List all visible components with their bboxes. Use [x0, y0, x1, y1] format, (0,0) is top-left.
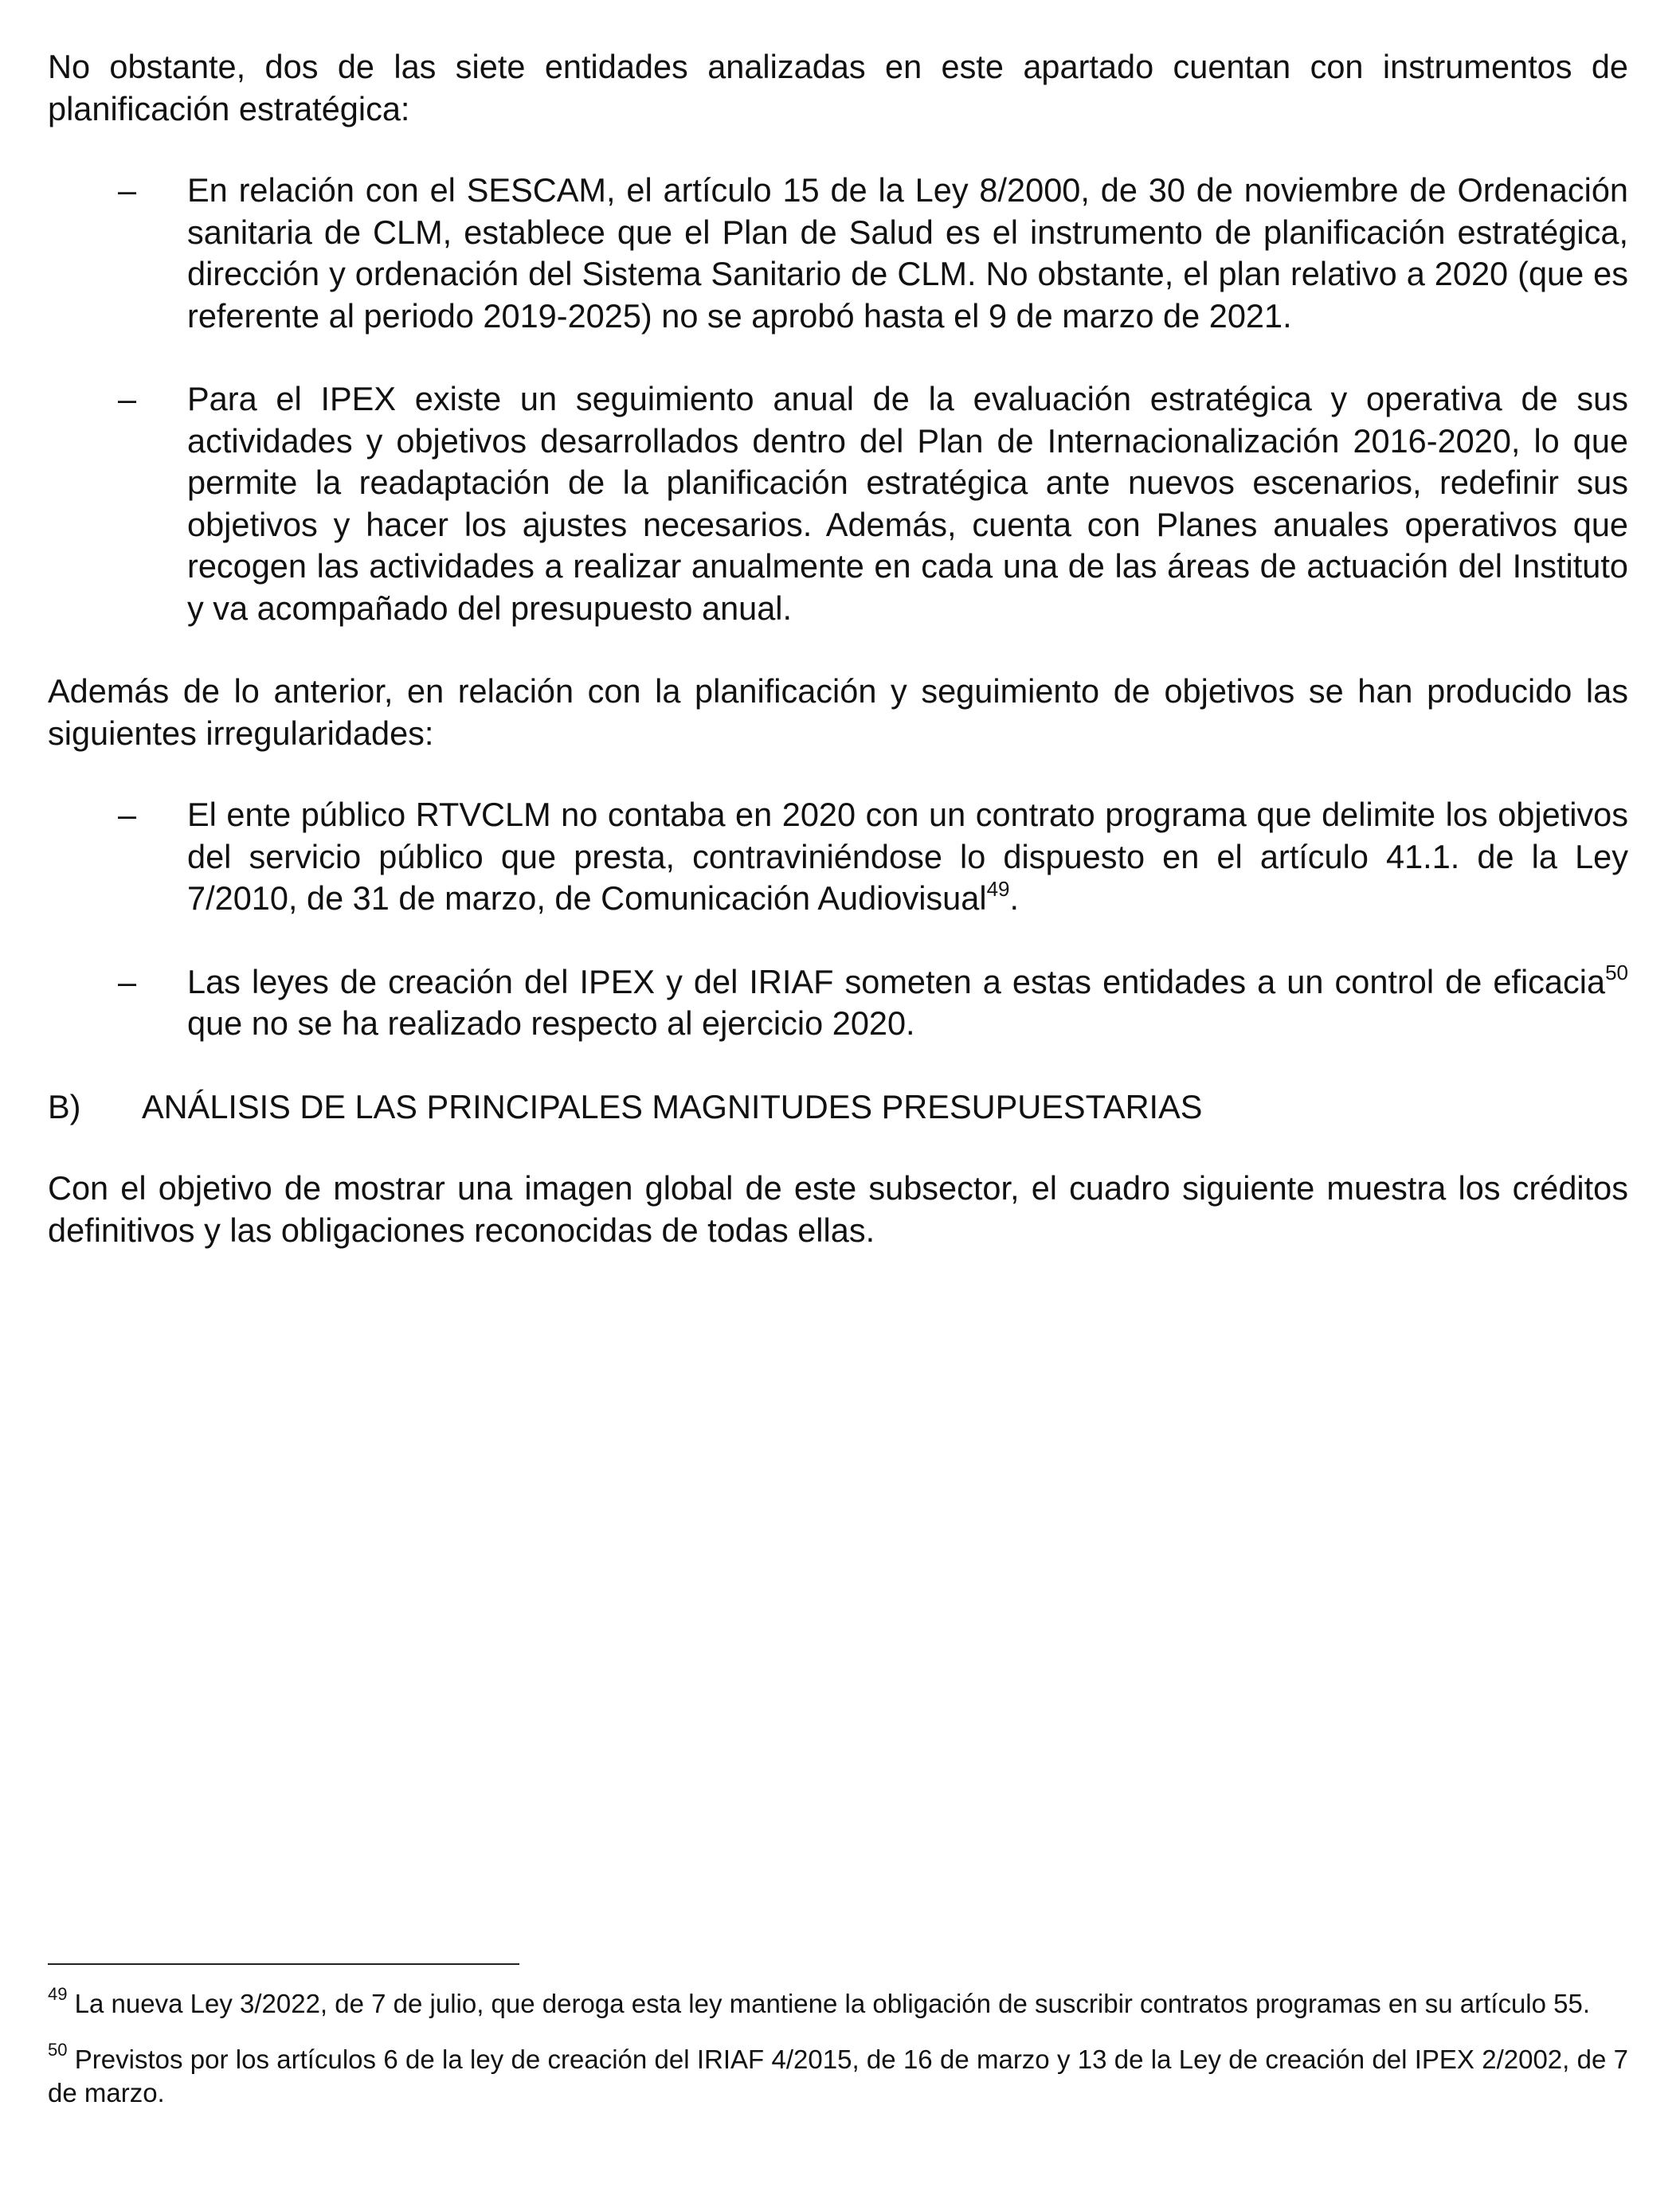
footnote-ref-50[interactable]: 50 [1605, 960, 1628, 984]
footnotes-section [48, 1963, 1628, 2132]
list-dash-marker: – [118, 796, 137, 833]
paragraph-intro: No obstante, dos de las siete entidades analizadas en este apartado cuentan con instrumentos de planificación estratégica: [48, 48, 1628, 127]
list-item-sescam [48, 170, 1628, 337]
footnote-number: 49 [48, 1984, 68, 2004]
list-item-text: El ente público RTVCLM no contaba en 2020 con un contrato programa que delimite los objetivos del servicio público que presta, contraviniéndose lo dispuesto en el artículo 41.1. de la Ley 7/2010, de 31 de marzo, de Comunicación Audiovisual [187, 796, 1628, 917]
list-item-text: Las leyes de creación del IPEX y del IRIAF someten a estas entidades a un control de eficacia [187, 962, 1606, 1000]
list-item-text: En relación con el SESCAM, el artículo 15 de la Ley 8/2000, de 30 de noviembre de Ordenación sanitaria de CLM, establece que el Plan de Salud es el instrumento de planificación estratégica, dirección y ordenación del Sistema Sanitario de CLM. No obstante, el plan relativo a 2020 (que es referente al periodo 2019-2025) no se aprobó hasta el 9 de marzo de 2021. [187, 171, 1628, 335]
footnote-50 [48, 2040, 1628, 2110]
section-heading-title: ANÁLISIS DE LAS PRINCIPALES MAGNITUDES PRESUPUESTARIAS [142, 1087, 1203, 1125]
footnote-ref-49[interactable]: 49 [986, 877, 1010, 902]
list-item-rtvclm [48, 794, 1628, 920]
footnote-text: La nueva Ley 3/2022, de 7 de julio, que deroga esta ley mantiene la obligación de suscribir contratos programas en su artículo 55. [67, 1989, 1591, 2018]
list-item-ipex [48, 378, 1628, 629]
paragraph-irregularities-intro: Además de lo anterior, en relación con la planificación y seguimiento de objetivos se han producido las siguientes irregularidades: [48, 672, 1628, 752]
document-page [48, 46, 1628, 1251]
list-item-text-tail: . [1009, 879, 1020, 917]
footnote-number: 50 [48, 2040, 68, 2060]
paragraph-table-intro: Con el objetivo de mostrar una imagen global de este subsector, el cuadro siguiente muestra los créditos definitivos y las obligaciones reconocidas de todas ellas. [48, 1169, 1628, 1249]
irregularities-list [48, 794, 1628, 1045]
footnote-text: Previstos por los artículos 6 de la ley de creación del IRIAF 4/2015, de 16 de marzo y 13 de la Ley de creación del IPEX 2/2002, de 7 de marzo. [48, 2045, 1628, 2107]
list-dash-marker: – [118, 380, 137, 417]
list-dash-marker: – [118, 171, 137, 209]
footnote-49 [48, 1984, 1628, 2021]
list-item-text: Para el IPEX existe un seguimiento anual de la evaluación estratégica y operativa de sus actividades y objetivos desarrollados dentro del Plan de Internacionalización 2016-2020, lo que permite la readaptación de la planificación estratégica ante nuevos escenarios, redefinir sus objetivos y hacer los ajustes necesarios. Además, cuenta con Planes anuales operativos que recogen las actividades a realizar anualmente en cada una de las áreas de actuación del Instituto y va acompañado del presupuesto anual. [187, 380, 1628, 627]
section-heading-letter: B) [48, 1087, 81, 1125]
list-dash-marker: – [118, 962, 137, 1000]
strategic-planning-list [48, 170, 1628, 629]
list-item-text-tail: que no se ha realizado respecto al ejercicio 2020. [187, 1004, 915, 1042]
list-item-ipex-iriaf [48, 961, 1628, 1045]
footnote-separator [48, 1963, 519, 1965]
section-heading [48, 1086, 1628, 1129]
